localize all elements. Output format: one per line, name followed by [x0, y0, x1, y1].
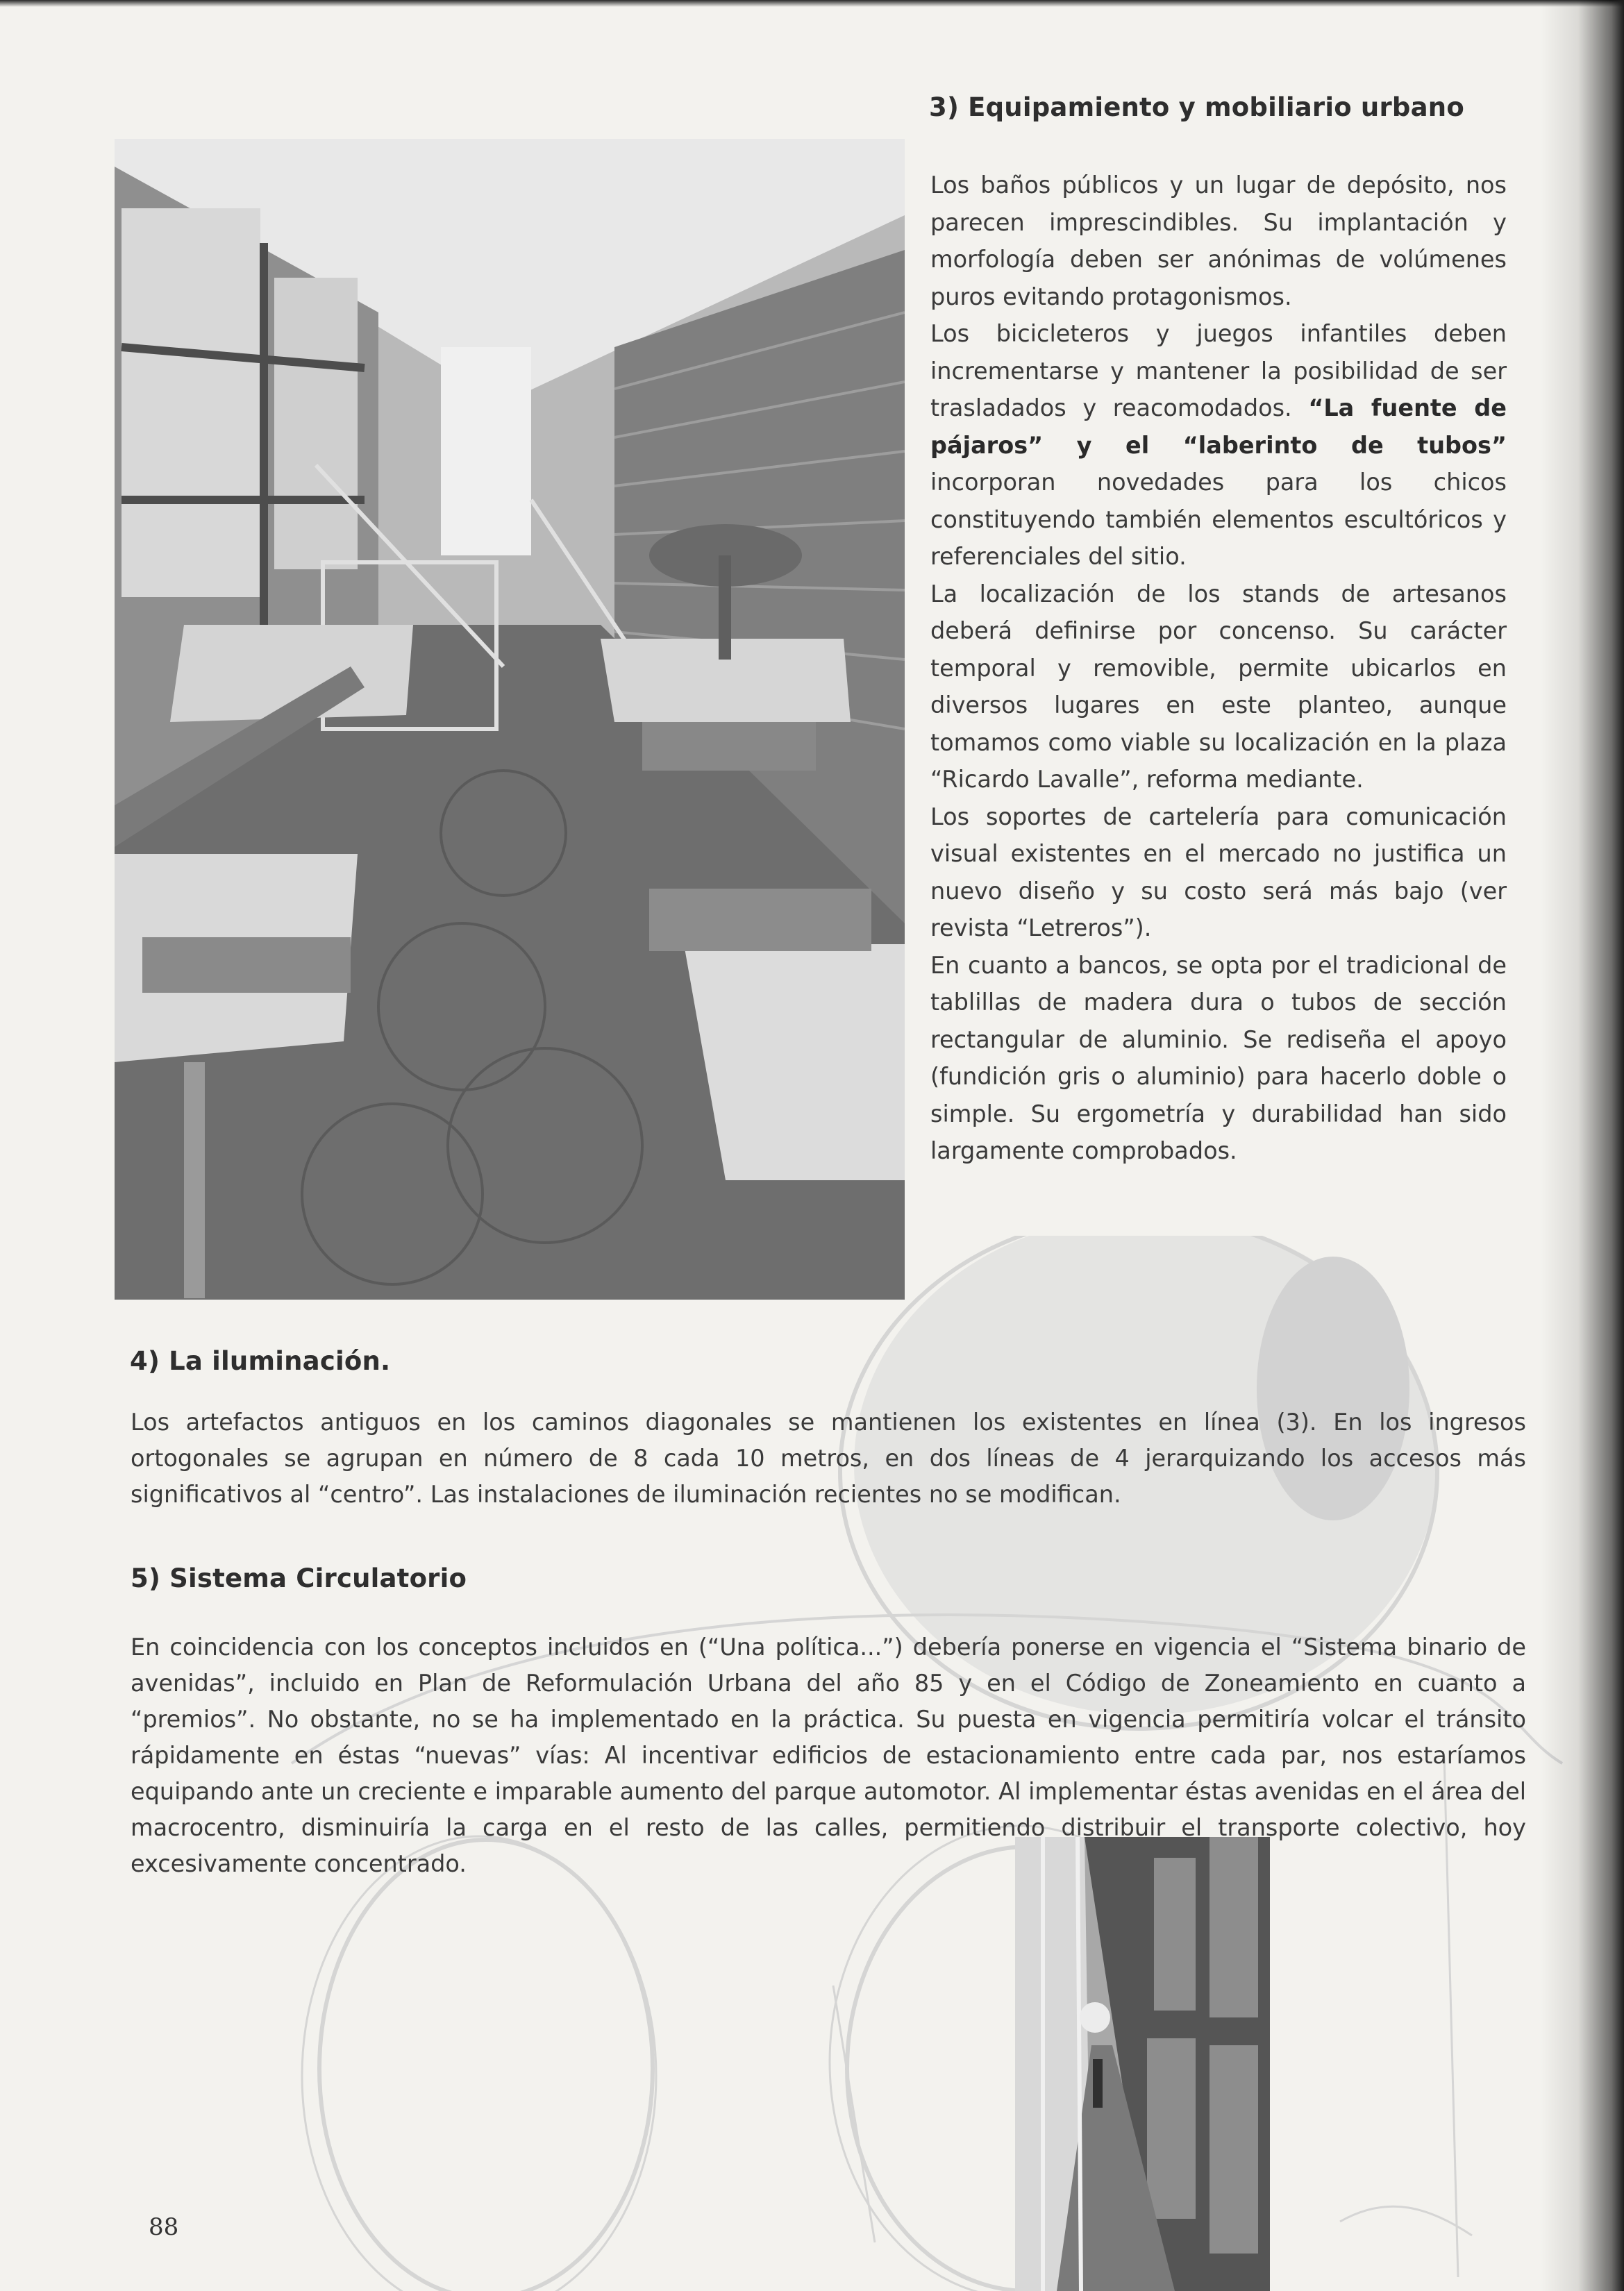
equipamiento-paragraph-1: Los baños públicos y un lugar de depósito, nos parecen imprescindibles. Su implantación y morfología deben ser anónimas de volúmenes puros evitando protagonismos. [930, 171, 1507, 310]
terrace-cafe-photo [115, 139, 905, 1300]
circulatorio-paragraph: En coincidencia con los conceptos incluidos en (“Una política...”) debería ponerse en vigencia el “Sistema binario de avenidas”, incluido en Plan de Reformulación Urbana del año 85 y en el Código de Zoneamiento en cuanto a “premios”. No obstante, no se ha implementado en la práctica. Su puesta en vigencia permitiría volcar el tránsito rápidamente en éstas “nuevas” vías: Al incentivar edificios de estacionamiento entre cada par, nos estaríamos equipando ante un creciente e imparable aumento del parque automotor. Al implementar éstas avenidas en el área del macrocentro, disminuiría la carga en el resto de las calles, permitiendo distribuir el transporte colectivo, hoy excesivamente concentrado. [131, 1634, 1526, 1877]
equipamiento-body [930, 167, 1507, 1170]
equipamiento-paragraph-2 [930, 315, 1507, 576]
scan-top-shadow [0, 0, 1624, 7]
equipamiento-paragraph-4: Los soportes de cartelería para comunicación visual existentes en el mercado no justifica un nuevo diseño y su costo será más bajo (ver revista “Letreros”). [930, 803, 1507, 941]
equipamiento-paragraph-3: La localización de los stands de artesanos deberá definirse por concenso. Su carácter temporal y removible, permite ubicarlos en diversos lugares en este planteo, aunque tomamos como viable su localización en la plaza “Ricardo Lavalle”, reforma mediante. [930, 580, 1507, 793]
iluminacion-body [131, 1404, 1526, 1513]
equipamiento-p2-bold: “La fuente de pájaros” y el “laberinto de tubos” [930, 394, 1507, 459]
equipamiento-p2-start: Los bicicleteros y juegos infantiles deben incrementarse y mantener la posibilidad de ser trasladados y reacomodados. [930, 320, 1507, 421]
section-title-circulatorio: 5) Sistema Circulatorio [131, 1563, 467, 1593]
scan-edge-shadow [1541, 0, 1624, 2291]
page-number: 88 [149, 2213, 179, 2241]
section-title-iluminacion: 4) La iluminación. [130, 1346, 391, 1376]
equipamiento-paragraph-5: En cuanto a bancos, se opta por el tradicional de tablillas de madera dura o tubos de sección rectangular de aluminio. Se rediseña el apoyo (fundición gris o aluminio) para hacerlo doble o simple. Su ergometría y durabilidad han sido largamente comprobados. [930, 951, 1507, 1164]
circulatorio-body [131, 1629, 1526, 1882]
section-title-equipamiento: 3) Equipamiento y mobiliario urbano [929, 92, 1464, 122]
arcade-street-photo [1015, 1837, 1270, 2291]
iluminacion-paragraph: Los artefactos antiguos en los caminos diagonales se mantienen los existentes en línea (3). En los ingresos ortogonales se agrupan en número de 8 cada 10 metros, en dos líneas de 4 jerarquizando los accesos más significativos al “centro”. Las instalaciones de iluminación recientes no se modifican. [131, 1409, 1526, 1508]
equipamiento-p2-end: incorporan novedades para los chicos constituyendo también elementos escultóricos y referenciales del sitio. [930, 469, 1507, 570]
